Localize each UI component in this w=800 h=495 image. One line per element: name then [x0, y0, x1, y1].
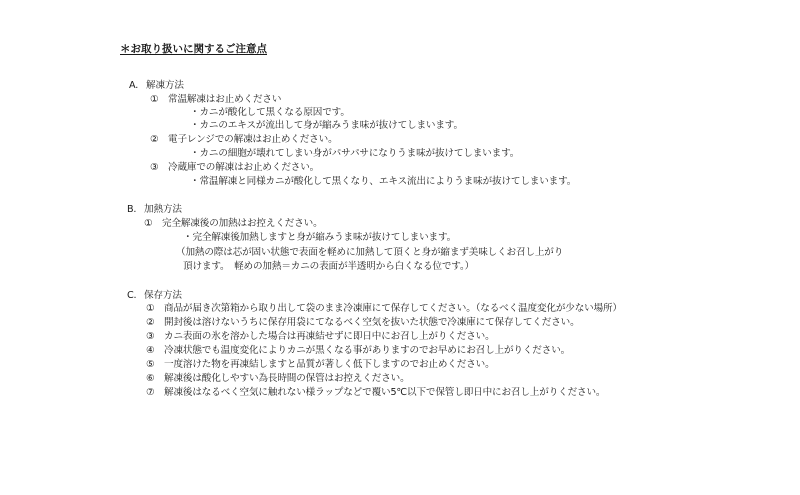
section-c-heading: 保存方法 [144, 290, 182, 301]
section-c-item-3-text: カニ表面の氷を溶かした場合は再凍結せずに即日中にお召し上がりください。 [164, 331, 495, 342]
section-a-item-1-note-2: ・カニのエキスが流出して身が縮みうま味が抜けてしまいます。 [190, 120, 463, 131]
section-c-item-3-number: ③ [146, 331, 155, 342]
section-b-item-1-text: 完全解凍後の加熱はお控えください。 [162, 218, 323, 229]
document-title: ＊お取り扱いに関するご注意点 [120, 43, 267, 55]
section-c-item-7-number: ⑦ [146, 387, 155, 398]
section-a-item-2-number: ② [150, 134, 159, 145]
section-a-letter: A. [129, 80, 139, 91]
section-c-letter: C. [127, 290, 137, 301]
section-a-heading: 解凍方法 [146, 80, 184, 91]
section-a-item-3-number: ③ [150, 162, 159, 173]
section-b-extra-line-2: 頂けます。 軽めの加熱＝カニの表面が半透明から白くなる位です。） [183, 261, 475, 272]
section-c-item-6-number: ⑥ [146, 373, 155, 384]
section-a-item-2-text: 電子レンジでの解凍はお止めください。 [168, 134, 338, 145]
section-c-item-6-text: 解凍後は酸化しやすい為長時間の保管はお控えください。 [164, 373, 410, 384]
section-a-item-1-number: ① [150, 94, 159, 105]
section-c-item-4-number: ④ [146, 345, 155, 356]
section-b-extra-line-1: （加熱の際は芯が固い状態で表面を軽めに加熱して頂くと身が縮まず美味しくお召し上がり [176, 247, 564, 258]
section-a-item-2-note-1: ・カニの細胞が壊れてしまい身がパサパサになりうま味が抜けてしまいます。 [190, 148, 520, 159]
section-c-item-4-text: 冷凍状態でも温度変化によりカニが黒くなる事がありますのでお早めにお召し上がりください。 [164, 345, 571, 356]
section-c-item-1-number: ① [146, 303, 155, 314]
section-b-item-1-note-1: ・完全解凍後加熱しますと身が縮みうま味が抜けてしまいます。 [183, 232, 457, 243]
section-a-item-3-note-1: ・常温解凍と同様カニが酸化して黒くなり、エキス流出によりうま味が抜けてしまいます。 [190, 176, 577, 187]
section-b-item-1-number: ① [144, 218, 153, 229]
section-b-heading: 加熱方法 [144, 204, 182, 215]
section-c-item-2-number: ② [146, 317, 155, 328]
section-a-item-1-note-1: ・カニが酸化して黒くなる原因です。 [190, 107, 350, 118]
section-c-item-1-text: 商品が届き次第箱から取り出して袋のまま冷凍庫にて保存してください。（なるべく温度変化が少ない場所） [164, 303, 622, 314]
section-c-item-2-text: 開封後は溶けないうちに保存用袋にてなるべく空気を抜いた状態で冷凍庫にて保存してください。 [164, 317, 580, 328]
section-c-item-5-text: 一度溶けた物を再凍結しますと品質が著しく低下しますのでお止めください。 [164, 359, 495, 370]
section-a-item-1-text: 常温解凍はお止めください [168, 94, 282, 105]
section-b-letter: B. [127, 204, 137, 215]
section-c-item-7-text: 解凍後はなるべく空気に触れない様ラップなどで覆い5℃以下で保管し即日中にお召し上がりください。 [164, 387, 606, 398]
section-a-item-3-text: 冷蔵庫での解凍はお止めください。 [168, 162, 320, 173]
section-c-item-5-number: ⑤ [146, 359, 155, 370]
